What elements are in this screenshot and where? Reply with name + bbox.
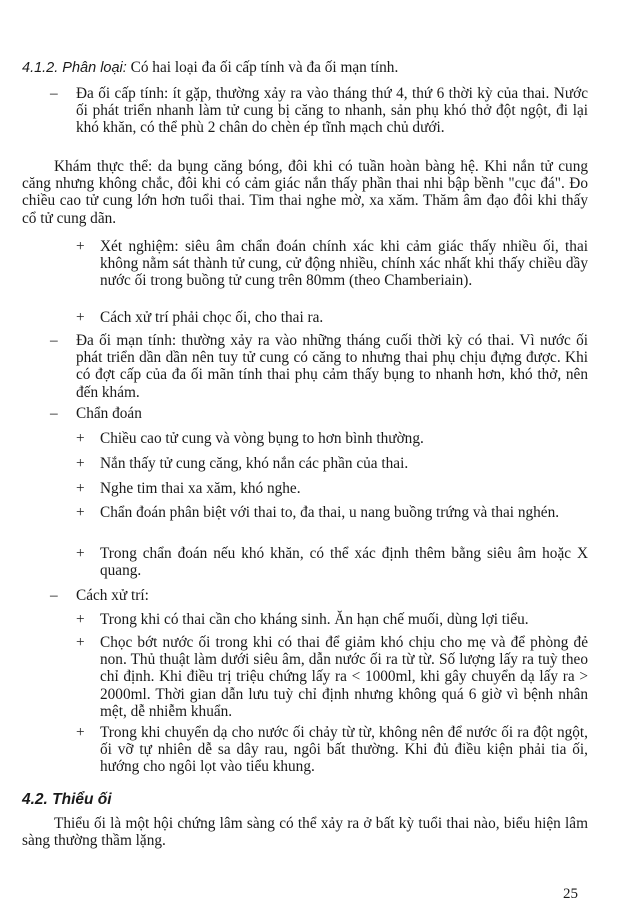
diagnosis-item: Nắn thấy tử cung căng, khó nắn các phần của thai.: [100, 455, 409, 472]
diagnosis-item: Trong chẩn đoán nếu khó khăn, có thể xác định thêm bằng siêu âm hoặc X quang.: [100, 545, 588, 580]
diagnosis-item: Chiều cao tử cung và vòng bụng to hơn bình thường.: [100, 430, 424, 447]
plus-marker: +: [76, 309, 85, 326]
plus-marker: +: [76, 545, 85, 562]
diagnosis-title: Chẩn đoán: [76, 405, 142, 422]
dash-marker: –: [50, 405, 58, 422]
management-item: Chọc bớt nước ối trong khi có thai để giảm khó chịu cho mẹ và để phòng đẻ non. Thủ thuật làm dưới siêu âm, dẫn nước ối ra từ từ. Số lượng lấy ra tuỳ theo chỉ định. Khi điều trị triệu chứng lấy ra < 1000ml, khi gây chuyển dạ lấy ra > 2000ml. Thời gian dẫn lưu tuỳ chỉ định nhưng không quá 6 giờ vì bệnh nhân mệt, dễ nhiễm khuẩn.: [100, 634, 588, 720]
test-paragraph: [100, 238, 588, 290]
treatment-line: Cách xử trí phải chọc ối, cho thai ra.: [100, 309, 324, 326]
plus-marker: +: [76, 634, 85, 651]
classification-intro: Có hai loại đa ối cấp tính và đa ối mạn tính.: [126, 59, 399, 76]
plus-marker: +: [76, 504, 85, 521]
section-heading-412: 4.1.2. Phân loại:: [22, 60, 127, 76]
plus-marker: +: [76, 238, 85, 255]
classification-line: [22, 59, 612, 77]
plus-marker: +: [76, 480, 85, 497]
plus-marker: +: [76, 455, 85, 472]
management-item: Trong khi có thai cần cho kháng sinh. Ăn hạn chế muối, dùng lợi tiểu.: [100, 611, 529, 628]
page-number: 25: [563, 886, 578, 902]
exam-paragraph: Khám thực thể: da bụng căng bóng, đôi khi có tuần hoàn bàng hệ. Khi nắn tử cung căng nhưng không chắc, đôi khi có cảm giác nắn thấy phần thai nhi bập bềnh "cục đá". Đo chiều cao tử cung lớn hơn tuổi thai. Tim thai nghe mờ, xa xăm. Thăm âm đạo đôi khi thấy cổ tử cung dãn.: [22, 158, 588, 227]
plus-marker: +: [76, 430, 85, 447]
diagnosis-item: Nghe tim thai xa xăm, khó nghe.: [100, 480, 301, 497]
test-text: Xét nghiệm: siêu âm chẩn đoán chính xác khi cảm giác thấy nhiều ối, thai không nằm sát thành tử cung, cử động nhiều, chính xác nhất khi thấy chiều dầy nước ối trong buồng tử cung trên 80mm (theo Chamberiain).: [100, 238, 588, 290]
plus-marker: +: [76, 724, 85, 741]
management-title: Cách xử trí:: [76, 587, 149, 604]
acute-paragraph: Đa ối cấp tính: ít gặp, thường xảy ra vào tháng thứ 4, thứ 6 thời kỳ của thai. Nước ối phát triển nhanh làm tử cung bị căng to nhanh, sản phụ khó thở đột ngột, đi lại khó khăn, có thể phù 2 chân do chèn ép tĩnh mạch chủ dưới.: [76, 85, 588, 137]
diagnosis-item: Chẩn đoán phân biệt với thai to, đa thai, u nang buồng trứng và thai nghén.: [100, 504, 560, 521]
section-heading-42: 4.2. Thiểu ối: [22, 791, 112, 808]
dash-marker: –: [50, 332, 58, 349]
dash-marker: –: [50, 85, 58, 102]
plus-marker: +: [76, 611, 85, 628]
management-item: Trong khi chuyển dạ cho nước ối chảy từ từ, không nên để nước ối ra đột ngột, ối vỡ tự nhiên dễ sa dây rau, ngôi bất thường. Khi đủ điều kiện phải tia ối, hướng cho ngôi lọt vào tiểu khung.: [100, 724, 588, 776]
chronic-paragraph: Đa ối mạn tính: thường xảy ra vào những tháng cuối thời kỳ có thai. Vì nước ối phát triển dần dần nên tuy tử cung có căng to nhưng thai phụ chịu đựng được. Khi có đợt cấp của đa ối mãn tính thai phụ cảm thấy bụng to nhanh hơn, khó thở, nên đến khám.: [76, 332, 588, 401]
dash-marker: –: [50, 587, 58, 604]
oligohydramnios-paragraph: Thiểu ối là một hội chứng lâm sàng có thể xảy ra ở bất kỳ tuổi thai nào, biểu hiện lâm sàng thường thầm lặng.: [22, 815, 588, 850]
